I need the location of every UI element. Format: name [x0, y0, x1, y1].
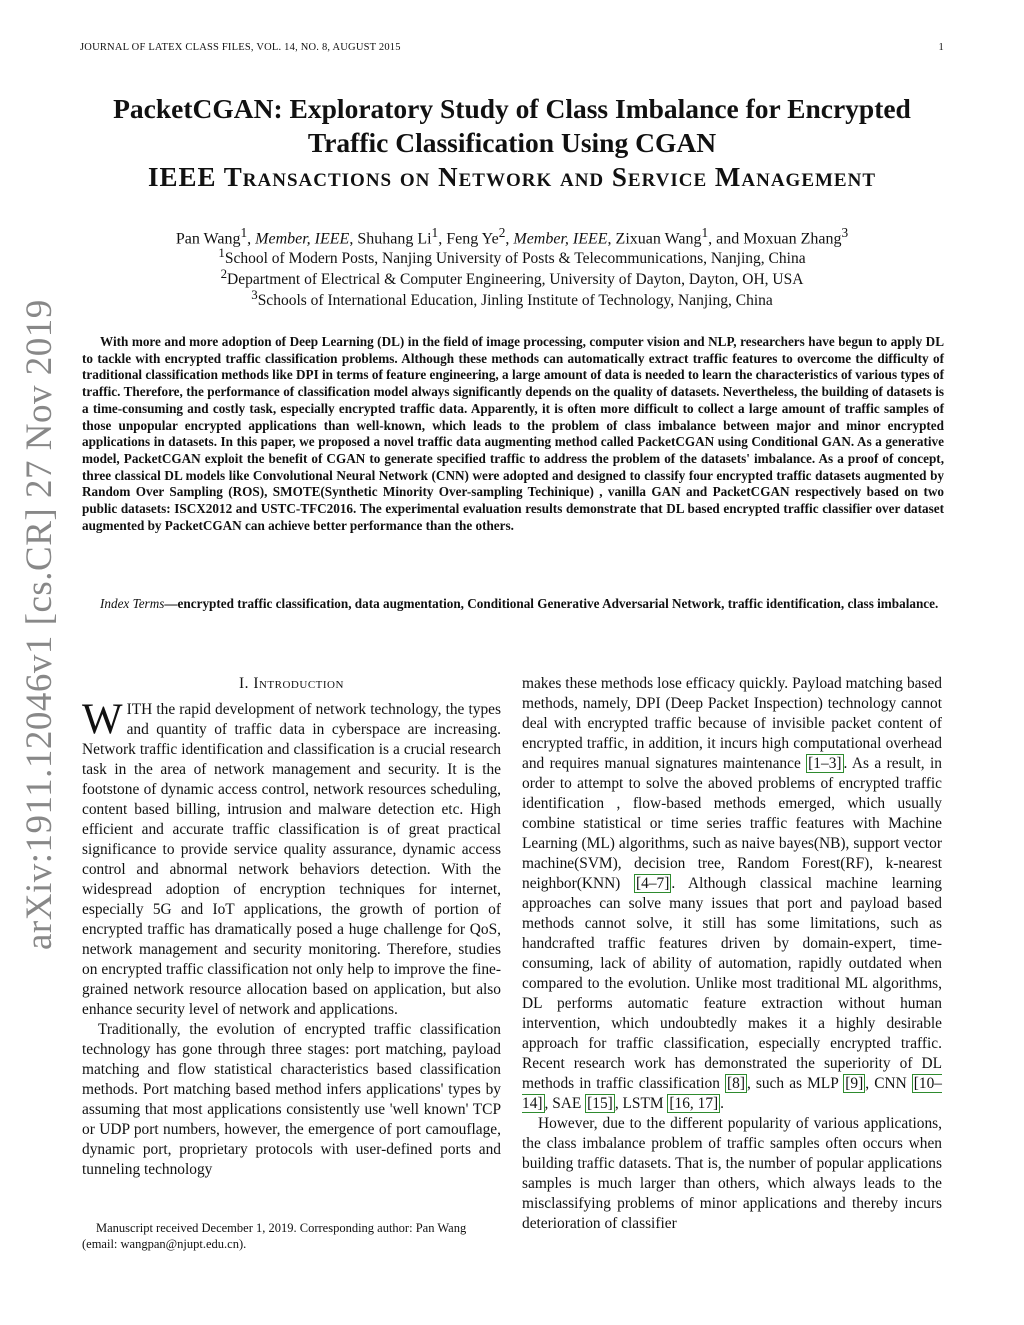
author-name: Zixuan Wang — [615, 230, 702, 248]
venue-title: IEEE Transactions on Network and Service Management — [148, 162, 876, 192]
right-column — [522, 674, 942, 1234]
paragraph-text: , SAE — [544, 1095, 586, 1112]
index-terms — [82, 596, 944, 613]
affiliation-sup: 3 — [251, 287, 258, 302]
author-sup: 1 — [701, 225, 709, 240]
title-line-2: Traffic Classification Using CGAN — [307, 127, 717, 158]
section-heading: I. Introduction — [239, 675, 344, 692]
intro-paragraph-1 — [82, 696, 501, 1020]
citation-link[interactable]: [15] — [587, 1095, 613, 1112]
author-name: Shuhang Li — [357, 230, 432, 248]
author-role: Member, IEEE — [513, 230, 608, 248]
footnote: Manuscript received December 1, 2019. Corresponding author: Pan Wang (email: wangpan@njupt.edu.cn). — [82, 1221, 467, 1251]
author-name: Feng Ye — [446, 230, 499, 248]
citation-link[interactable]: [16, 17] — [669, 1095, 719, 1112]
title-line-1: PacketCGAN: Exploratory Study of Class Imbalance for Encrypted — [113, 93, 911, 124]
affiliation-text: Department of Electrical & Computer Engineering, University of Dayton, Dayton, OH, USA — [227, 271, 804, 289]
index-terms-label: Index Terms — [100, 596, 165, 611]
right-paragraph-1 — [522, 674, 942, 1114]
intro-paragraph-2: Traditionally, the evolution of encrypted traffic classification technology has gone through three stages: port matching, payload matching and flow statistical characteristics based classification methods. Port matching based method infers applications' types by assuming that most applications consistently use 'well known' TCP or UDP port numbers, however, the emergence of port camouflage, dynamic port, proprietary protocols with user-defined ports and tunneling technology — [82, 1021, 501, 1178]
affiliation-sup: 2 — [220, 266, 228, 281]
affiliation-3 — [60, 287, 964, 310]
arxiv-stamp: arXiv:1911.12046v1 [cs.CR] 27 Nov 2019 — [19, 299, 60, 950]
drop-cap: W — [82, 696, 123, 743]
page-number: 1 — [938, 42, 944, 53]
author-sup: 1 — [431, 225, 439, 240]
author-list: Pan Wang$^1$, Member, IEEE, Shuhang Li$^1$, Feng Ye$^2$, Member, IEEE, Zixuan Wang$^1$, and Moxuan Zhang$^3$ — [175, 225, 849, 248]
paragraph-text: . Although classical machine learning approaches can solve many issues that port and payload based methods cannot solve, it still has some limitations, such as handcrafted traffic features driven by domain-expert, time-consuming, lack of ability of automation, rapidly outdated when compared to the evolution. Unlike most traditional ML algorithms, DL performs automatic feature extraction without human intervention, which undoubtedly makes it a highly desirable approach for traffic classification, especially encrypted traffic. Recent research work has demonstrated the superiority of DL methods in traffic classification — [522, 875, 942, 1092]
paragraph-text: makes these methods lose efficacy quickly. Payload matching based methods, namely, DPI (Deep Packet Inspection) technology cannot deal with encrypted traffic because of invisible packet content of encrypted traffic, in addition, it incurs high computational overhead and requires manual signatures maintenance — [522, 675, 942, 772]
affiliation-2 — [60, 266, 964, 289]
right-paragraph-2: However, due to the different popularity of various applications, the class imbalance problem of traffic samples often occurs when building traffic datasets. That is, the number of popular applications samples is much larger than others, which always leads to the misclassifying problems of minor applications and thereby incurs deterioration of classifier — [522, 1115, 942, 1232]
abstract: With more and more adoption of Deep Learning (DL) in the field of image processing, computer vision and NLP, researchers have begun to apply DL to tackle with encrypted traffic classification problems. Although these methods can automatically extract traffic features to overcome the difficulty of traditional classification methods like DPI in terms of feature engineering, a large amount of data is needed to learn the characteristics of various types of traffic. Therefore, the performance of classification model always significantly depends on the quality of datasets. Nevertheless, the building of datasets is a time-consuming and costly task, especially encrypted traffic data. Apparently, it is often more difficult to collect a large amount of traffic samples of those unpopular encrypted applications than well-known, which leads to the problem of class imbalance between major and minor encrypted applications in datasets. In this paper, we proposed a novel traffic data augmenting method called PacketCGAN using Conditional GAN. As a generative model, PacketCGAN exploit the benefit of CGAN to generate specified traffic to address the problem of the datasets' imbalance. As a proof of concept, three classical DL models like Convolutional Neural Network (CNN) were adopted and designed to classify four encrypted traffic datasets augmented by Random Over Sampling (ROS), SMOTE(Synthetic Minority Over-sampling Techinique) , vanilla GAN and PacketCGAN respectively based on two public datasets: ISCX2012 and USTC-TFC2016. The experimental evaluation results demonstrate that DL based encrypted traffic classifier over dataset augmented by PacketCGAN can achieve better performance than the others. — [82, 334, 944, 533]
citation-link[interactable]: [4–7] — [636, 875, 670, 892]
affiliation-text: Schools of International Education, Jinling Institute of Technology, Nanjing, China — [257, 292, 773, 310]
citation-link[interactable]: [1–3] — [808, 755, 842, 772]
paragraph-text: . As a result, in order to attempt to solve the aboved problems of encrypted traffic identification , flow-based methods emerged, which usually combine statistical or time series traffic features with Machine Learning (ML) algorithms, such as naive bayes(NB), support vector machine(SVM), decision tree, Random Forest(RF), k-nearest neighbor(KNN) — [522, 755, 942, 892]
journal-header: JOURNAL OF LATEX CLASS FILES, VOL. 14, NO. 8, AUGUST 2015 — [80, 42, 401, 53]
left-column — [82, 674, 501, 1180]
paper-title — [70, 92, 954, 160]
author-sup: 2 — [498, 225, 506, 240]
running-header — [80, 42, 944, 53]
author-sup: 3 — [841, 225, 849, 240]
paragraph-text: ITH the rapid development of network technology, the types and quantity of traffic data in cyberspace are increasing. Network traffic identification and classification is a crucial research task in the area of network management and security. It is the footstone of dynamic access control, network resources scheduling, content based billing, intrusion and malware detection etc. High efficient and accurate traffic classification is of great practical significance to provide service quality assurance, dynamic access control and abnormal network behaviors detection. With the widespread adoption of encryption techniques for internet, especially 5G and IoT applications, the growth of portion of encrypted traffic has dramatically posed a huge challenge for QoS, network management and security monitoring. Therefore, studies on encrypted traffic classification not only help to improve the fine-grained network resource allocation based on application, but also enhance security level of network and applications. — [82, 701, 501, 1018]
author-role: Member, IEEE — [255, 230, 350, 248]
citation-link[interactable]: [9] — [845, 1075, 864, 1092]
paragraph-text: , LSTM — [614, 1095, 668, 1112]
paragraph-text: . — [720, 1095, 724, 1112]
paragraph-text: , such as MLP — [746, 1075, 844, 1092]
affiliation-sup: 1 — [218, 245, 225, 260]
affiliation-text: School of Modern Posts, Nanjing University of Posts & Telecommunications, Nanjing, China — [224, 250, 806, 268]
author-name: and Moxuan Zhang — [716, 230, 842, 248]
author-name: Pan Wang — [175, 230, 241, 248]
paragraph-text: , CNN — [865, 1075, 912, 1092]
affiliation-1 — [60, 245, 964, 268]
index-terms-text: —encrypted traffic classification, data augmentation, Conditional Generative Adversarial Network, traffic identification, class imbalance. — [164, 596, 939, 611]
citation-link[interactable]: [10–14] — [522, 1075, 942, 1112]
citation-link[interactable]: [8] — [727, 1075, 745, 1092]
author-sup: 1 — [240, 225, 248, 240]
